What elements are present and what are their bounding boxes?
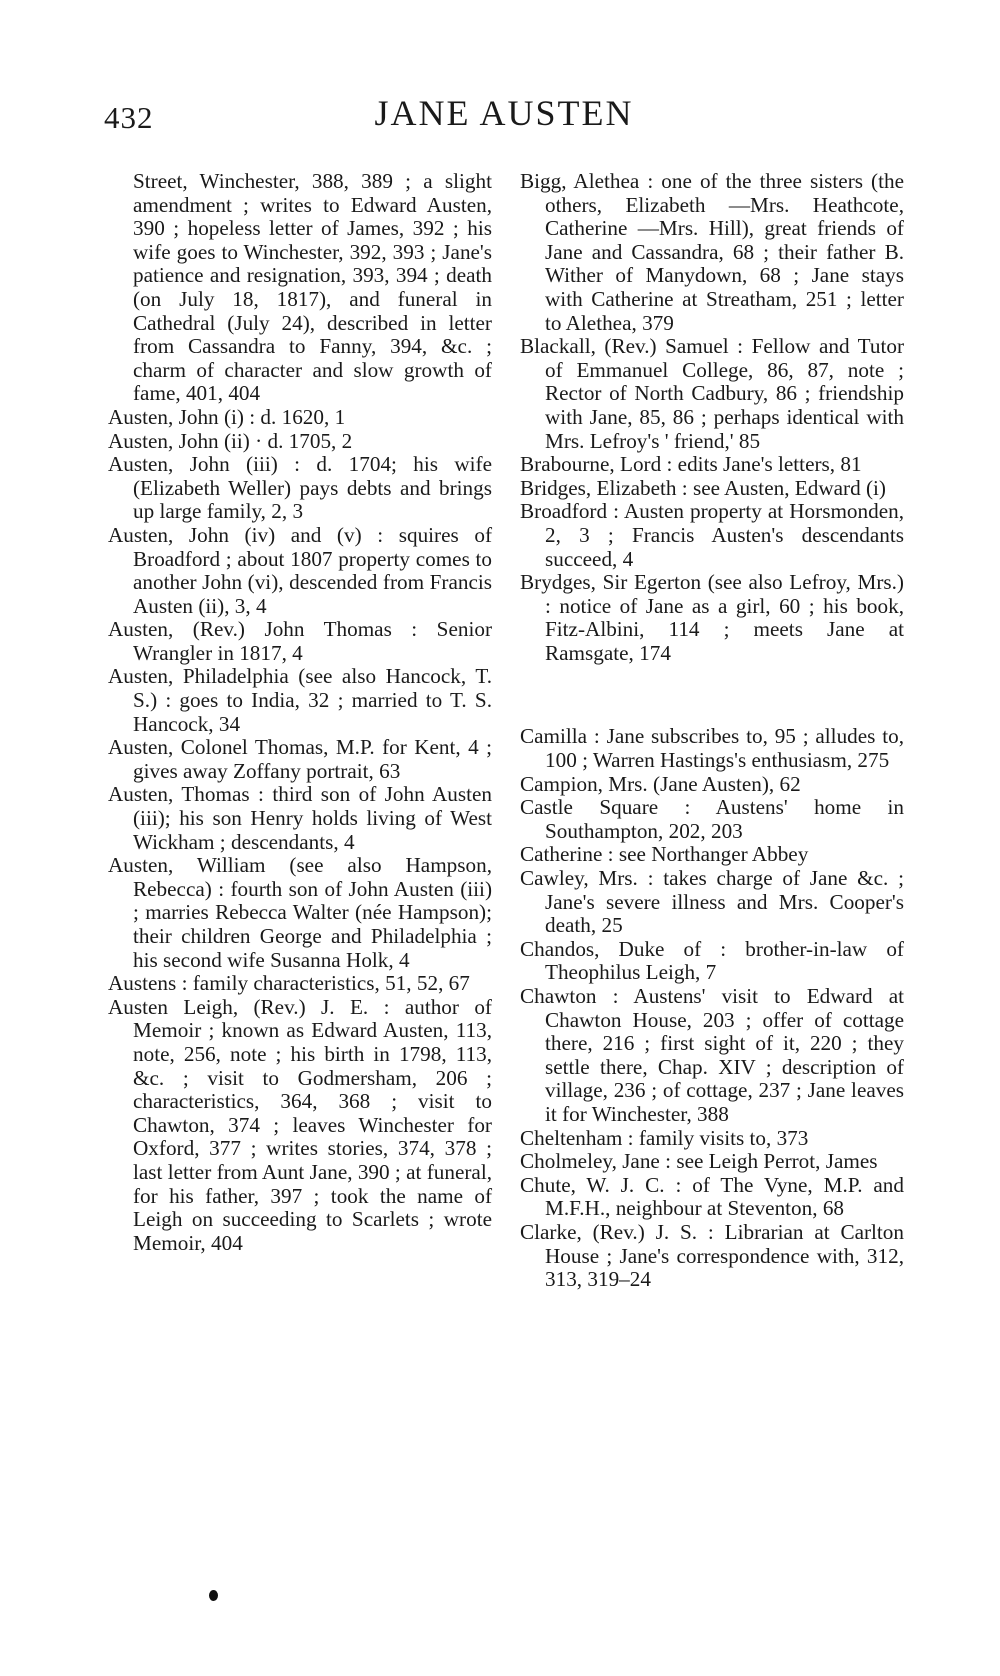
index-entry: Brabourne, Lord : edits Jane's letters, 81 [520, 452, 862, 477]
index-entry: Bridges, Elizabeth : see Austen, Edward (i) [520, 475, 886, 500]
index-entry: Austen, John (i) : d. 1620, 1 [108, 404, 346, 429]
index-entry: Austen, Thomas : third son of John Austen (iii); his son Henry holds living of West Wickham ; descendants, 4 [108, 782, 492, 854]
index-entry: Austen, Philadelphia (see also Hancock, T. S.) : goes to India, 32 ; married to T. S. Hancock, 34 [108, 664, 492, 736]
index-entry: Cawley, Mrs. : takes charge of Jane &c. ; Jane's severe illness and Mrs. Cooper's death, 25 [520, 866, 904, 938]
index-entry: Catherine : see Northanger Abbey [520, 842, 809, 867]
index-entry: Austen, (Rev.) John Thomas : Senior Wrangler in 1817, 4 [108, 617, 492, 665]
index-column-left [108, 170, 492, 1255]
index-entry: Chandos, Duke of : brother-in-law of Theophilus Leigh, 7 [520, 936, 904, 985]
index-entry: Broadford : Austen property at Horsmonden, 2, 3 ; Francis Austen's descendants succeed, 4 [520, 499, 904, 571]
index-entry: Campion, Mrs. (Jane Austen), 62 [520, 771, 801, 796]
index-entry: Castle Square : Austens' home in Southampton, 202, 203 [520, 795, 904, 843]
index-entry: Austen, William (see also Hampson, Rebecca) : fourth son of John Austen (iii) ; marries Rebecca Walter (née Hampson); their children George and Philadelphia ; his second wife Susanna Holk, 4 [108, 853, 492, 972]
ink-dot [209, 1590, 218, 1601]
index-entry: Chute, W. J. C. : of The Vyne, M.P. and M.F.H., neighbour at Steventon, 68 [520, 1172, 904, 1221]
index-entry: Camilla : Jane subscribes to, 95 ; alludes to, 100 ; Warren Hastings's enthusiasm, 275 [520, 724, 904, 773]
index-entry: Austen, Colonel Thomas, M.P. for Kent, 4 ; gives away Zoffany portrait, 63 [108, 735, 492, 783]
running-title: JANE AUSTEN [374, 93, 634, 133]
letter-section-gap [520, 665, 904, 725]
index-entry: Bigg, Alethea : one of the three sisters (the others, Elizabeth —Mrs. Heathcote, Catherine —Mrs. Hill), great friends of Jane and Cassandra, 68 ; their father B. Wither of Manydown, 68 ; Jane stays with Catherine at Streatham, 251 ; letter to Alethea, 379 [520, 169, 904, 335]
index-entry: Clarke, (Rev.) J. S. : Librarian at Carlton House ; Jane's correspondence with, 312, 313, 319–24 [520, 1219, 904, 1292]
index-entry: Cheltenham : family visits to, 373 [520, 1125, 809, 1150]
index-entry: Blackall, (Rev.) Samuel : Fellow and Tutor of Emmanuel College, 86, 87, note ; Rector of North Cadbury, 86 ; friendship with Jane, 85, 86 ; perhaps identical with Mrs. Lefroy's ' friend,' 85 [520, 334, 904, 453]
index-entry: Brydges, Sir Egerton (see also Lefroy, Mrs.) : notice of Jane as a girl, 60 ; his book, Fitz-Albini, 114 ; meets Jane at Ramsgate, 174 [520, 570, 904, 665]
index-column-right [520, 170, 904, 1292]
index-entry: Austen, John (ii) · d. 1705, 2 [108, 428, 353, 453]
index-entry: Street, Winchester, 388, 389 ; a slight amendment ; writes to Edward Austen, 390 ; hopeless letter of James, 392 ; his wife goes to Winchester, 392, 393 ; Jane's patience and resignation, 393, 394 ; death (on July 18, 1817), and funeral in Cathedral (July 24), described in letter from Cassandra to Fanny, 394, &c. ; charm of character and slow growth of fame, 401, 404 [133, 169, 492, 406]
page-header [104, 92, 904, 140]
index-entry: Austen Leigh, (Rev.) J. E. : author of Memoir ; known as Edward Austen, 113, note, 256, note ; his birth in 1798, 113, &c. ; visit to Godmersham, 206 ; characteristics, 364, 368 ; visit to Chawton, 374 ; leaves Winchester for Oxford, 377 ; writes stories, 374, 378 ; last letter from Aunt Jane, 390 ; at funeral, for his father, 397 ; took the name of Leigh on succeeding to Scarlets ; wrote Memoir, 404 [108, 994, 492, 1255]
index-entry: Cholmeley, Jane : see Leigh Perrot, James [520, 1149, 878, 1174]
index-entry: Austen, John (iii) : d. 1704; his wife (Elizabeth Weller) pays debts and brings up large family, 2, 3 [108, 452, 492, 524]
page-number: 432 [104, 100, 154, 135]
index-entry: Chawton : Austens' visit to Edward at Chawton House, 203 ; offer of cottage there, 216 ; first sight of it, 220 ; they settle there, Chap. XIV ; description of village, 236 ; of cottage, 237 ; Jane leaves it for Winchester, 388 [520, 984, 904, 1126]
index-entry: Austen, John (iv) and (v) : squires of Broadford ; about 1807 property comes to another John (vi), descended from Francis Austen (ii), 3, 4 [108, 522, 492, 618]
index-entry: Austens : family characteristics, 51, 52, 67 [108, 971, 470, 996]
